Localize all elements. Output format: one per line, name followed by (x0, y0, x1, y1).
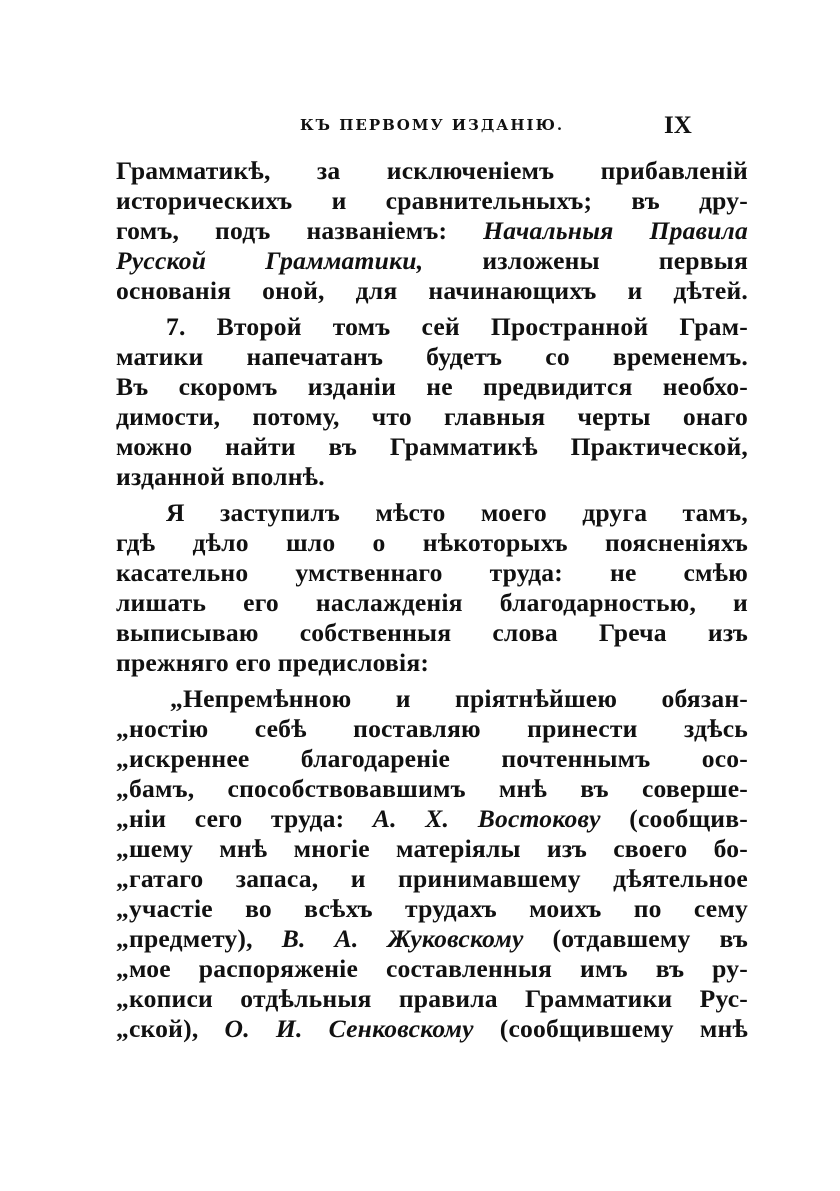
text-run: „гатаго запаса, и принимавшему дѣятельное (116, 864, 748, 893)
text-run: „бамъ, способствовавшимъ мнѣ въ соверше- (116, 774, 748, 803)
text-run: (сообщив- (600, 804, 749, 833)
text-line (116, 156, 748, 186)
italic-title: Русской Грамматики, (116, 246, 424, 275)
running-head: КЪ ПЕРВОМУ ИЗДАНІЮ. (300, 116, 565, 134)
text-run: Я заступилъ мѣсто моего друга тамъ, (166, 498, 748, 527)
text-line (116, 714, 748, 744)
text-run: (отдавшему въ (523, 924, 748, 953)
text-line (116, 246, 748, 276)
text-run: „Непремѣнною и прiятнѣйшею обязан- (170, 684, 748, 713)
text-line (116, 834, 748, 864)
text-line (116, 432, 748, 462)
text-line (116, 372, 748, 402)
text-line (116, 618, 748, 648)
body-text (116, 156, 748, 1044)
italic-title: Начальныя Правила (483, 216, 749, 245)
text-run: можно найти въ Грамматикѣ Практической, (116, 432, 748, 461)
text-line (116, 684, 748, 714)
text-line (116, 774, 748, 804)
text-line (116, 528, 748, 558)
text-run: Грамматикѣ, за исключенiемъ прибавленiй (116, 156, 748, 185)
text-run: матики напечатанъ будетъ со временемъ. (116, 342, 748, 371)
text-line (116, 648, 748, 678)
text-line (116, 276, 748, 306)
text-run: Въ скоромъ изданiи не предвидится необхо- (116, 372, 748, 401)
text-line (116, 186, 748, 216)
text-line (116, 804, 748, 834)
text-run: выписываю собственныя слова Греча изъ (116, 618, 748, 647)
text-line (116, 984, 748, 1014)
text-run: димости, потому, что главныя черты онаго (116, 402, 748, 431)
text-line (116, 498, 748, 528)
text-line (116, 744, 748, 774)
text-line (116, 462, 748, 492)
text-run: „искреннее благодаренiе почтеннымъ осо- (116, 744, 748, 773)
text-line (116, 342, 748, 372)
text-line (116, 216, 748, 246)
text-line (116, 954, 748, 984)
text-line (116, 588, 748, 618)
text-run: изложены первыя (423, 246, 748, 275)
text-run: основанiя оной, для начинающихъ и дѣтей. (116, 276, 748, 305)
text-run: „нiи сего труда: (116, 804, 373, 833)
paragraph-quotation (116, 684, 748, 1044)
text-run: гомъ, подъ названiемъ: (116, 216, 484, 245)
text-run: историческихъ и сравнительныхъ; въ дру- (116, 186, 748, 215)
text-run: 7. Второй томъ сей Пространной Грам- (166, 312, 748, 341)
text-run: „участiе во всѣхъ трудахъ моихъ по сему (116, 894, 748, 923)
text-run: „шему мнѣ многiе матерiялы изъ своего бо- (116, 834, 748, 863)
text-run: лишать его наслажденiя благодарностью, и (116, 588, 748, 617)
text-line (116, 894, 748, 924)
text-run: „кописи отдѣльныя правила Грамматики Рус- (116, 984, 748, 1013)
text-run: „предмету), (116, 924, 282, 953)
text-line (116, 312, 748, 342)
text-run: касательно умственнаго труда: не смѣю (116, 558, 748, 587)
text-run: изданной вполнѣ. (116, 462, 325, 491)
text-line (116, 558, 748, 588)
text-line (116, 924, 748, 954)
text-run: гдѣ дѣло шло о нѣкоторыхъ поясненiяхъ (116, 528, 748, 557)
text-run: прежняго его предисловiя: (116, 648, 430, 677)
text-line (116, 864, 748, 894)
text-line (116, 1014, 748, 1044)
text-run: „ской), (116, 1014, 225, 1043)
italic-name: О. И. Сенковскому (224, 1014, 474, 1043)
paragraph-author-note (116, 498, 748, 678)
paragraph-continuation (116, 156, 748, 306)
text-line (116, 402, 748, 432)
page-number: IX (664, 112, 692, 139)
italic-name: В. А. Жуковскому (281, 924, 524, 953)
text-run: „ностiю себѣ поставляю принести здѣсь (116, 714, 748, 743)
italic-name: А. Х. Востокову (372, 804, 601, 833)
text-run: „мое распоряженiе составленныя имъ въ ру- (116, 954, 748, 983)
text-run: (сообщившему мнѣ (473, 1014, 748, 1043)
paragraph-7 (116, 312, 748, 492)
